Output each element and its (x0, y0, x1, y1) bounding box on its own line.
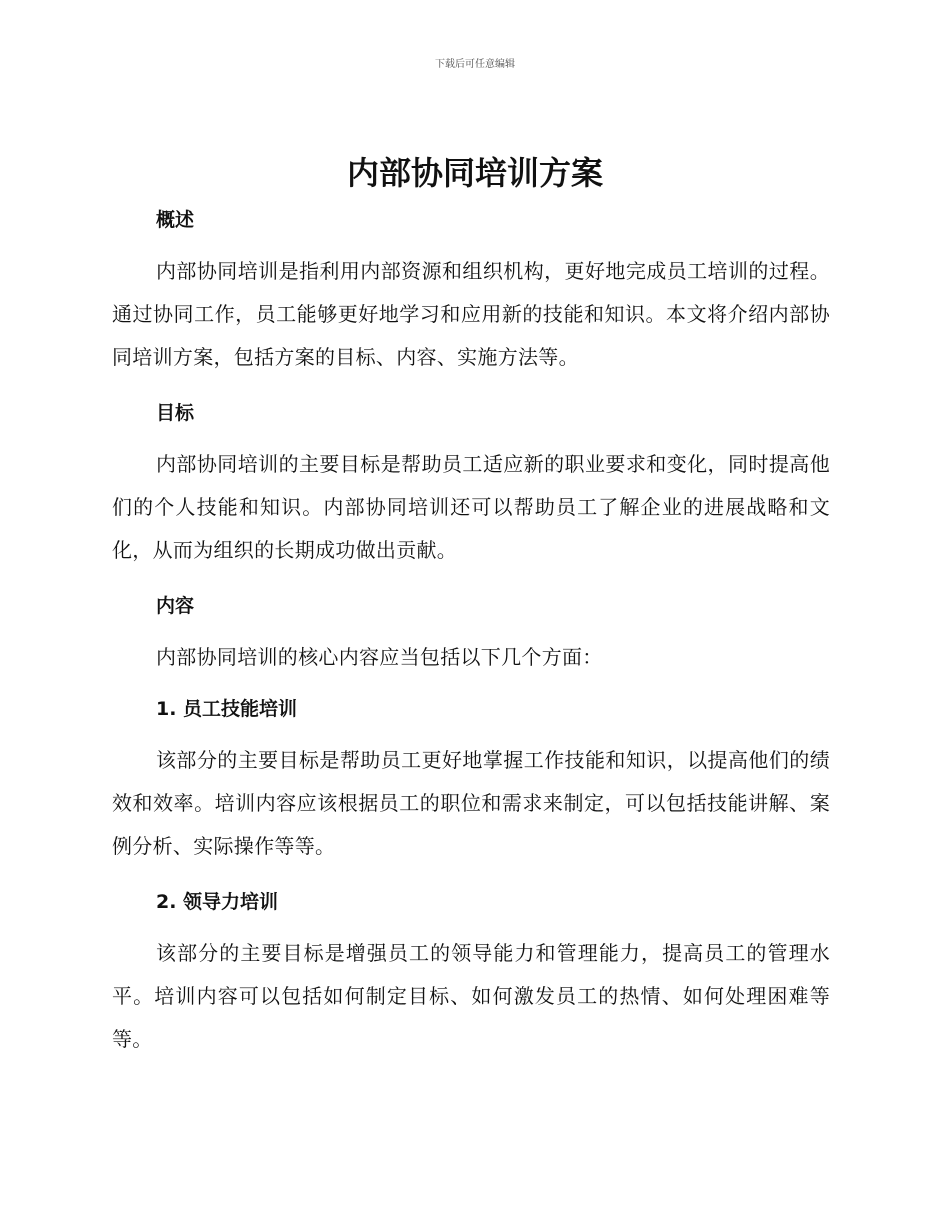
section-skills-training (112, 689, 830, 868)
header-note: 下载后可任意编辑 (435, 59, 515, 70)
document-body (112, 200, 830, 1061)
section-leadership-training (112, 882, 830, 1061)
section-heading: 2. 领导力培训 (156, 891, 279, 913)
section-content (112, 586, 830, 679)
section-paragraph: 内部协同培训的核心内容应当包括以下几个方面： (156, 645, 603, 669)
section-goals (112, 393, 830, 572)
section-paragraph: 该部分的主要目标是帮助员工更好地掌握工作技能和知识，以提高他们的绩效和效率。培训内容应该根据员工的职位和需求来制定，可以包括技能讲解、案例分析、实际操作等等。 (112, 748, 830, 858)
section-heading: 1. 员工技能培训 (156, 698, 298, 720)
section-heading: 目标 (156, 402, 195, 424)
section-overview (112, 200, 830, 379)
section-paragraph: 内部协同培训的主要目标是帮助员工适应新的职业要求和变化，同时提高他们的个人技能和知识。内部协同培训还可以帮助员工了解企业的进展战略和文化，从而为组织的长期成功做出贡献。 (112, 452, 830, 562)
section-heading: 内容 (156, 595, 195, 617)
section-paragraph: 内部协同培训是指利用内部资源和组织机构，更好地完成员工培训的过程。通过协同工作，员工能够更好地学习和应用新的技能和知识。本文将介绍内部协同培训方案，包括方案的目标、内容、实施方法等。 (112, 259, 830, 369)
section-paragraph: 该部分的主要目标是增强员工的领导能力和管理能力，提高员工的管理水平。培训内容可以包括如何制定目标、如何激发员工的热情、如何处理困难等等。 (112, 941, 830, 1051)
document-title: 内部协同培训方案 (346, 154, 603, 192)
section-heading: 概述 (156, 209, 195, 231)
